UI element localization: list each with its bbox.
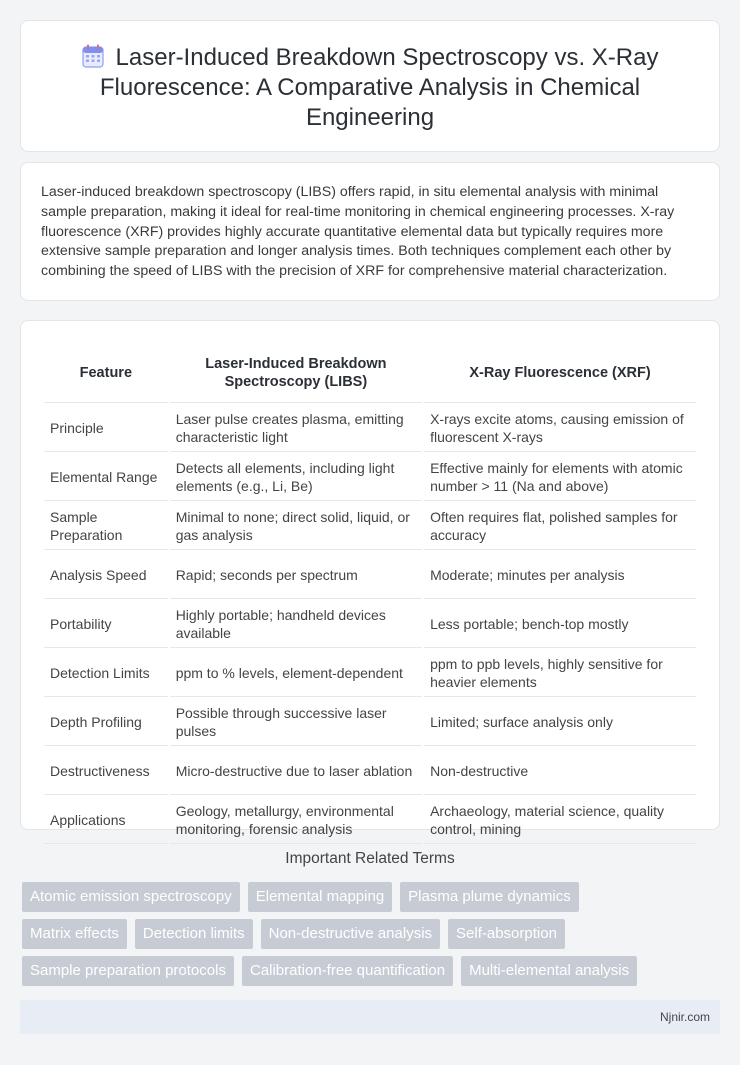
xrf-cell: Limited; surface analysis only xyxy=(424,699,696,746)
libs-cell: Rapid; seconds per spectrum xyxy=(170,552,422,599)
term-tag[interactable]: Detection limits xyxy=(135,919,253,949)
header-feature: Feature xyxy=(44,343,168,403)
term-tag[interactable]: Elemental mapping xyxy=(248,882,392,912)
feature-cell: Destructiveness xyxy=(44,748,168,795)
page-title xyxy=(81,43,659,133)
libs-cell: Minimal to none; direct solid, liquid, or gas analysis xyxy=(170,503,422,550)
term-tag[interactable]: Matrix effects xyxy=(22,919,127,949)
feature-cell: Applications xyxy=(44,797,168,844)
term-tag[interactable]: Atomic emission spectroscopy xyxy=(22,882,240,912)
intro-paragraph: Laser-induced breakdown spectroscopy (LIBS) offers rapid, in situ elemental analysis with minimal sample preparation, making it ideal for real-time monitoring in chemical engineering processes. X-ray fluorescence (XRF) provides highly accurate quantitative elemental data but typically requires more extensive sample preparation and longer analysis times. Both techniques complement each other by combining the speed of LIBS with the precision of XRF for comprehensive material characterization. xyxy=(41,184,675,280)
feature-cell: Detection Limits xyxy=(44,650,168,697)
table-row xyxy=(44,699,696,746)
xrf-cell: X-rays excite atoms, causing emission of fluorescent X-rays xyxy=(424,405,696,452)
term-tag[interactable]: Calibration-free quantification xyxy=(242,956,453,986)
term-row xyxy=(22,919,722,949)
table-row xyxy=(44,552,696,599)
feature-cell: Elemental Range xyxy=(44,454,168,501)
libs-cell: ppm to % levels, element-dependent xyxy=(170,650,422,697)
table-row xyxy=(44,503,696,550)
libs-cell: Micro-destructive due to laser ablation xyxy=(170,748,422,795)
table-row xyxy=(44,748,696,795)
feature-cell: Analysis Speed xyxy=(44,552,168,599)
xrf-cell: Effective mainly for elements with atomic number > 11 (Na and above) xyxy=(424,454,696,501)
xrf-cell: Non-destructive xyxy=(424,748,696,795)
libs-cell: Highly portable; handheld devices available xyxy=(170,601,422,648)
xrf-cell: Moderate; minutes per analysis xyxy=(424,552,696,599)
term-tag[interactable]: Sample preparation protocols xyxy=(22,956,234,986)
header-libs: Laser-Induced Breakdown Spectroscopy (LIBS) xyxy=(170,343,422,403)
related-terms-title: Important Related Terms xyxy=(285,850,455,867)
comparison-table-card xyxy=(20,320,720,837)
table-header-row xyxy=(44,343,696,403)
xrf-cell: ppm to ppb levels, highly sensitive for heavier elements xyxy=(424,650,696,697)
feature-cell: Depth Profiling xyxy=(44,699,168,746)
title-card xyxy=(20,20,720,152)
table-row xyxy=(44,454,696,501)
xrf-cell: Less portable; bench-top mostly xyxy=(424,601,696,648)
libs-cell: Detects all elements, including light elements (e.g., Li, Be) xyxy=(170,454,422,501)
libs-cell: Possible through successive laser pulses xyxy=(170,699,422,746)
footer-site[interactable]: Njnir.com xyxy=(659,1010,710,1024)
term-tag[interactable]: Plasma plume dynamics xyxy=(400,882,579,912)
table-row xyxy=(44,405,696,452)
page-title-text: Laser-Induced Breakdown Spectroscopy vs. X-Ray Fluorescence: A Comparative Analysis in Chemical Engineering xyxy=(99,44,659,131)
table-row xyxy=(44,797,696,844)
libs-cell: Laser pulse creates plasma, emitting characteristic light xyxy=(170,405,422,452)
term-tag[interactable]: Self-absorption xyxy=(448,919,565,949)
term-row xyxy=(22,956,722,986)
xrf-cell: Archaeology, material science, quality control, mining xyxy=(424,797,696,844)
term-tag[interactable]: Multi-elemental analysis xyxy=(461,956,637,986)
table-row xyxy=(44,601,696,648)
table-row xyxy=(44,650,696,697)
term-row xyxy=(22,882,722,912)
footer xyxy=(20,1000,720,1034)
related-terms xyxy=(22,882,722,993)
header-xrf: X-Ray Fluorescence (XRF) xyxy=(424,343,696,403)
calendar-icon xyxy=(82,44,104,68)
libs-cell: Geology, metallurgy, environmental monitoring, forensic analysis xyxy=(170,797,422,844)
intro-card xyxy=(20,162,720,301)
feature-cell: Portability xyxy=(44,601,168,648)
feature-cell: Principle xyxy=(44,405,168,452)
feature-cell: Sample Preparation xyxy=(44,503,168,550)
term-tag[interactable]: Non-destructive analysis xyxy=(261,919,440,949)
comparison-table xyxy=(42,341,698,846)
xrf-cell: Often requires flat, polished samples for accuracy xyxy=(424,503,696,550)
